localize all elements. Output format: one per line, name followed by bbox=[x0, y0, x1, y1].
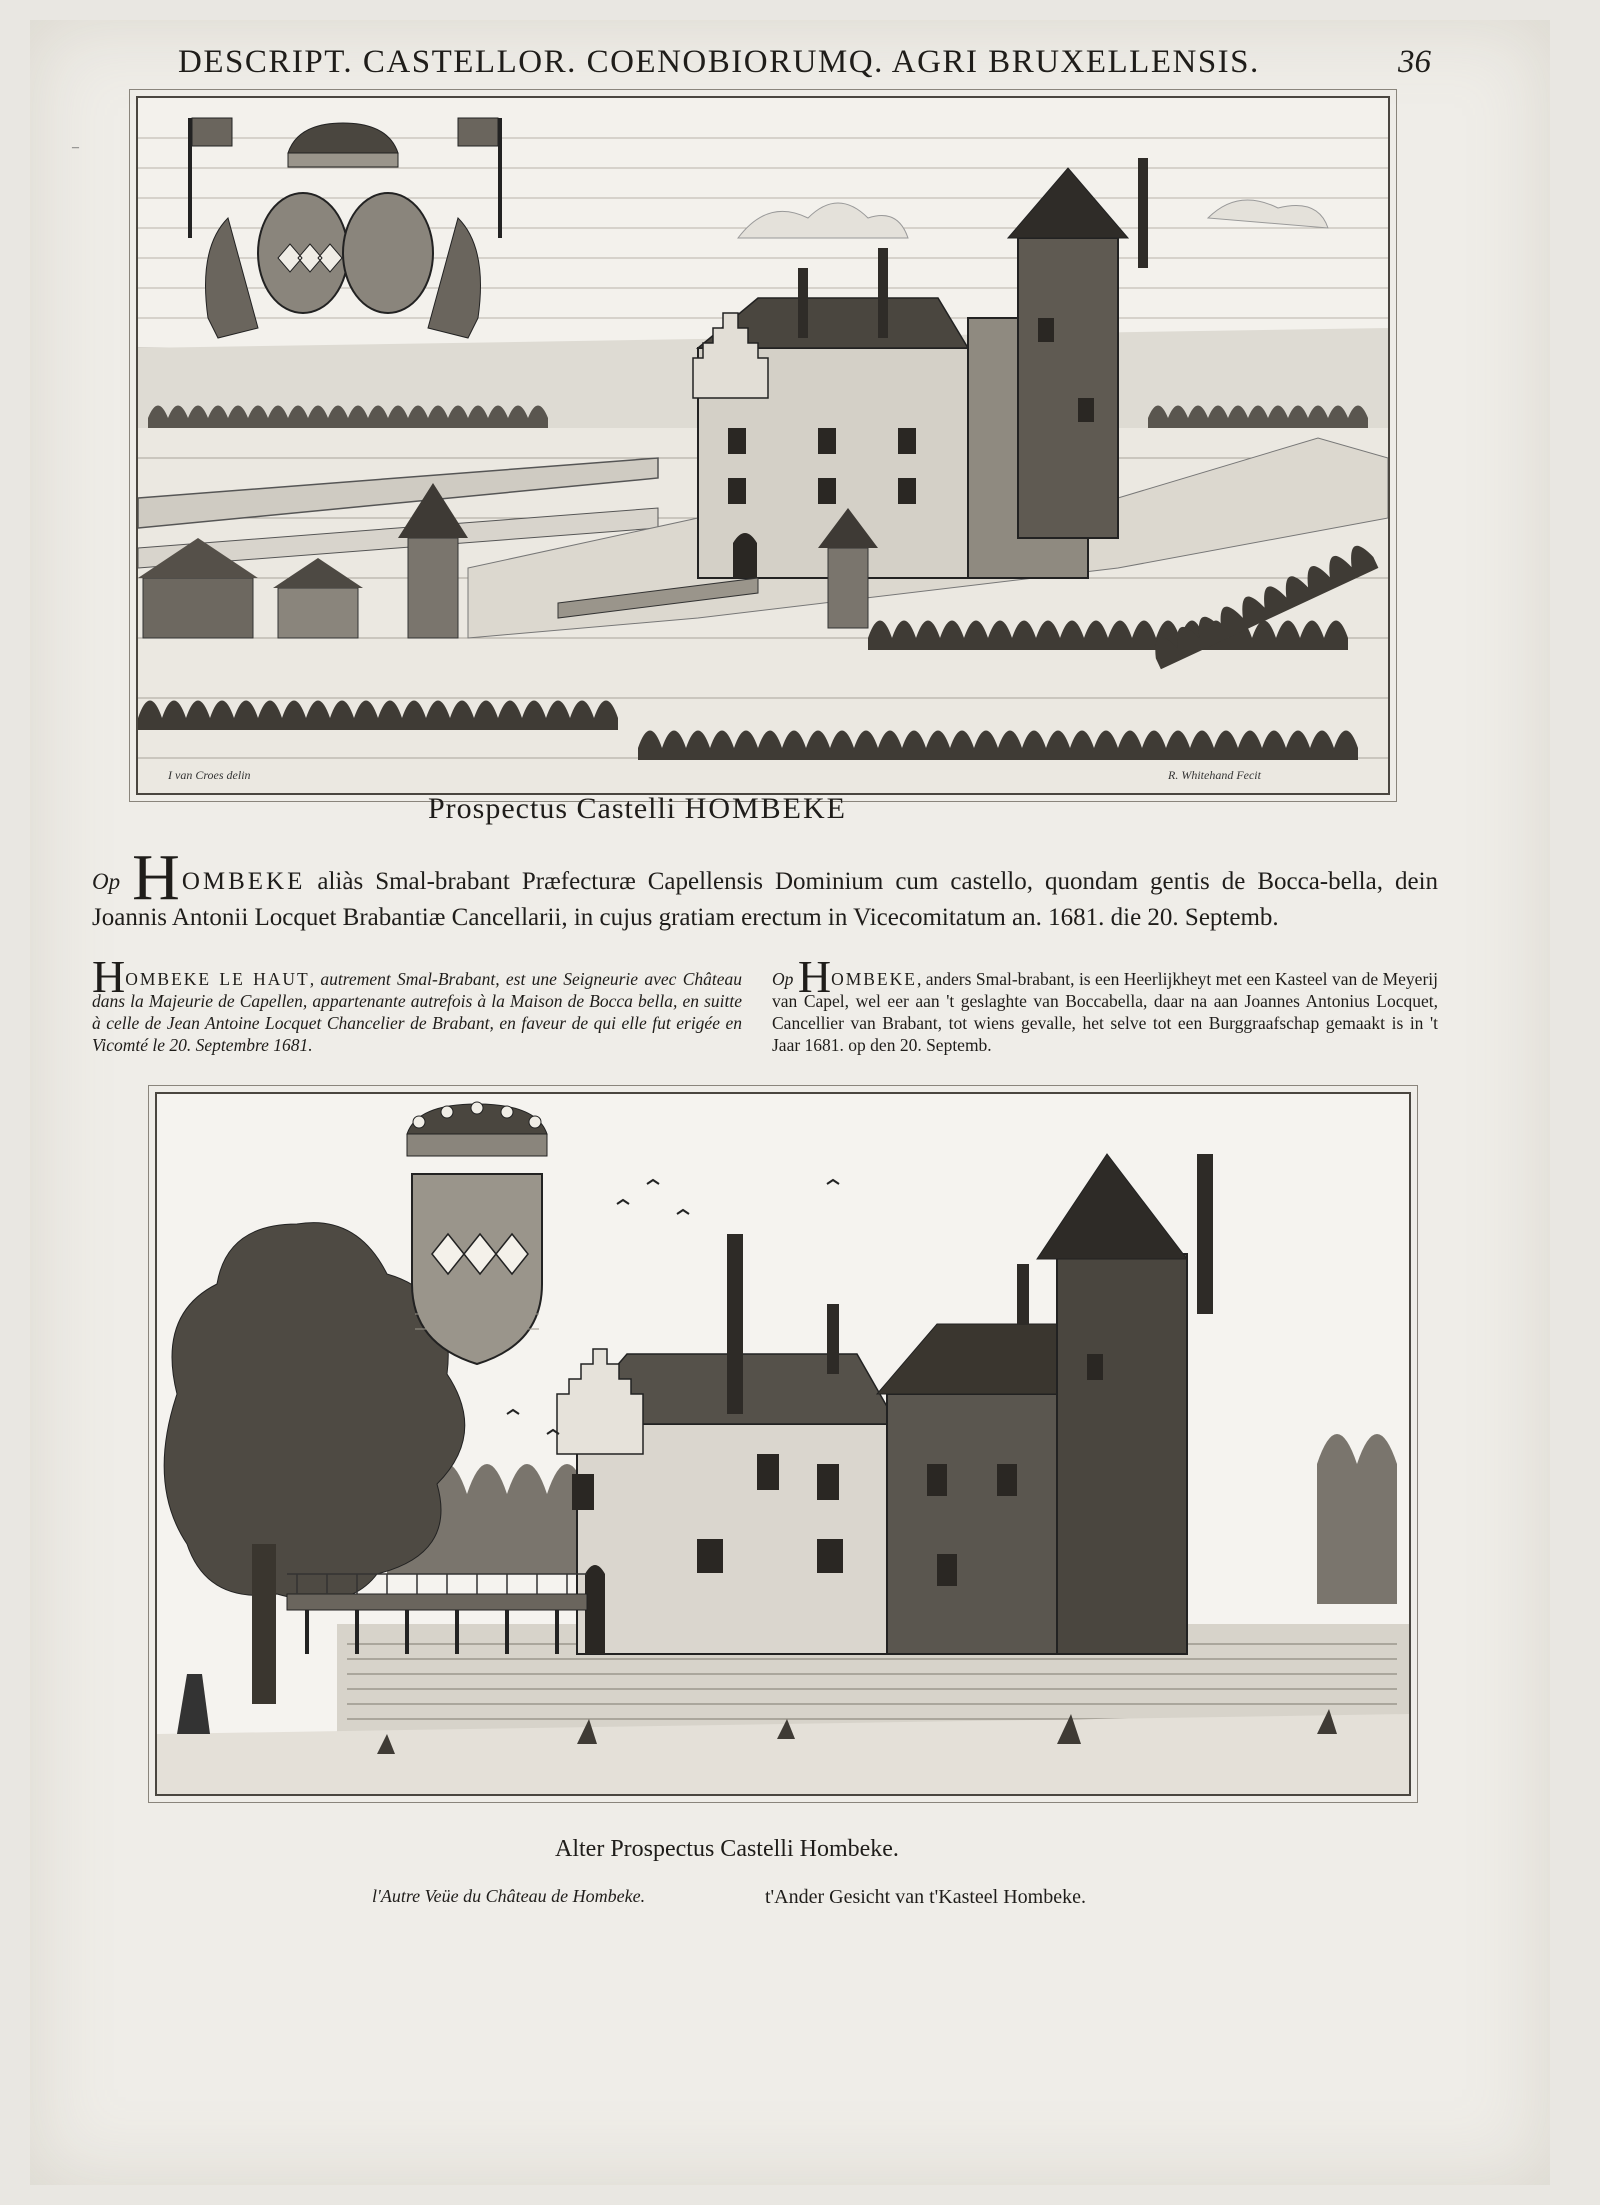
margin-mark: – bbox=[72, 140, 79, 155]
dutch-description bbox=[772, 951, 1438, 1056]
artist-signature: I van Croes delin bbox=[168, 768, 251, 782]
engraver-signature: R. Whitehand Fecit bbox=[1168, 768, 1261, 782]
engraving-top bbox=[136, 96, 1390, 795]
french-caps-word: OMBEKE LE HAUT bbox=[125, 969, 310, 989]
dutch-body: , anders Smal-brabant, is een Heerlijkheyt met een Kasteel van de Meyerij van Capel, wel eer aan 't geslaghte van Boccabella, daar na aan Joannes Antonius Locquet, Cancellier van Brabant, tot wiens gevalle, het selve tot een Burggraafschap gemaakt is in 't Jaar 1681. op den 20. Septemb. bbox=[772, 969, 1438, 1055]
plate-bottom-caption-dutch: t'Ander Gesicht van t'Kasteel Hombeke. bbox=[765, 1886, 1086, 1908]
dutch-dropcap: H bbox=[797, 951, 832, 1002]
latin-op: Op bbox=[92, 869, 121, 894]
french-description bbox=[92, 951, 742, 1056]
coat-of-arms-bottom bbox=[407, 1102, 547, 1364]
plate-top-title-prefix: Prospectus Castelli bbox=[428, 792, 677, 825]
plate-top-title-name: HOMBEKE bbox=[684, 792, 847, 825]
latin-body: aliàs Smal-brabant Præfecturæ Capellensis Dominium cum castello, quondam gentis de Bocca-bella, dein Joannis Antonii Locquet Brabantiæ Cancellarii, in cujus gratiam erectum in Vicecomitatum an. 1681. die 20. Septemb. bbox=[92, 868, 1439, 931]
page-number: 36 bbox=[1398, 44, 1431, 80]
plate-bottom-caption-french: l'Autre Veüe du Château de Hombeke. bbox=[372, 1886, 646, 1906]
dutch-caps-word: OMBEKE bbox=[831, 969, 917, 989]
engraving-top-drawing bbox=[138, 98, 1388, 793]
running-title: DESCRIPT. CASTELLOR. COENOBIORUMQ. AGRI BRUXELLENSIS. bbox=[178, 44, 1260, 80]
dutch-op: Op bbox=[772, 969, 794, 989]
engraving-bottom-drawing bbox=[157, 1094, 1409, 1794]
french-body: , autrement Smal-Brabant, est une Seigneurie avec Château dans la Majeurie de Capellen, appartenante autrefois à la Maison de Bocca bella, en suitte à celle de Jean Antoine Locquet Chancelier de Brabant, en faveur de qui elle fut erigée en Vicomté le 20. Septembre 1681. bbox=[92, 969, 742, 1055]
latin-dropcap: H bbox=[132, 841, 180, 914]
plate-bottom-title: Alter Prospectus Castelli Hombeke. bbox=[555, 1836, 899, 1862]
latin-description bbox=[92, 841, 1439, 936]
french-dropcap: H bbox=[92, 951, 126, 1002]
latin-caps-word: OMBEKE bbox=[181, 868, 306, 895]
plate-top-title bbox=[428, 792, 847, 826]
engraving-bottom bbox=[155, 1092, 1411, 1796]
